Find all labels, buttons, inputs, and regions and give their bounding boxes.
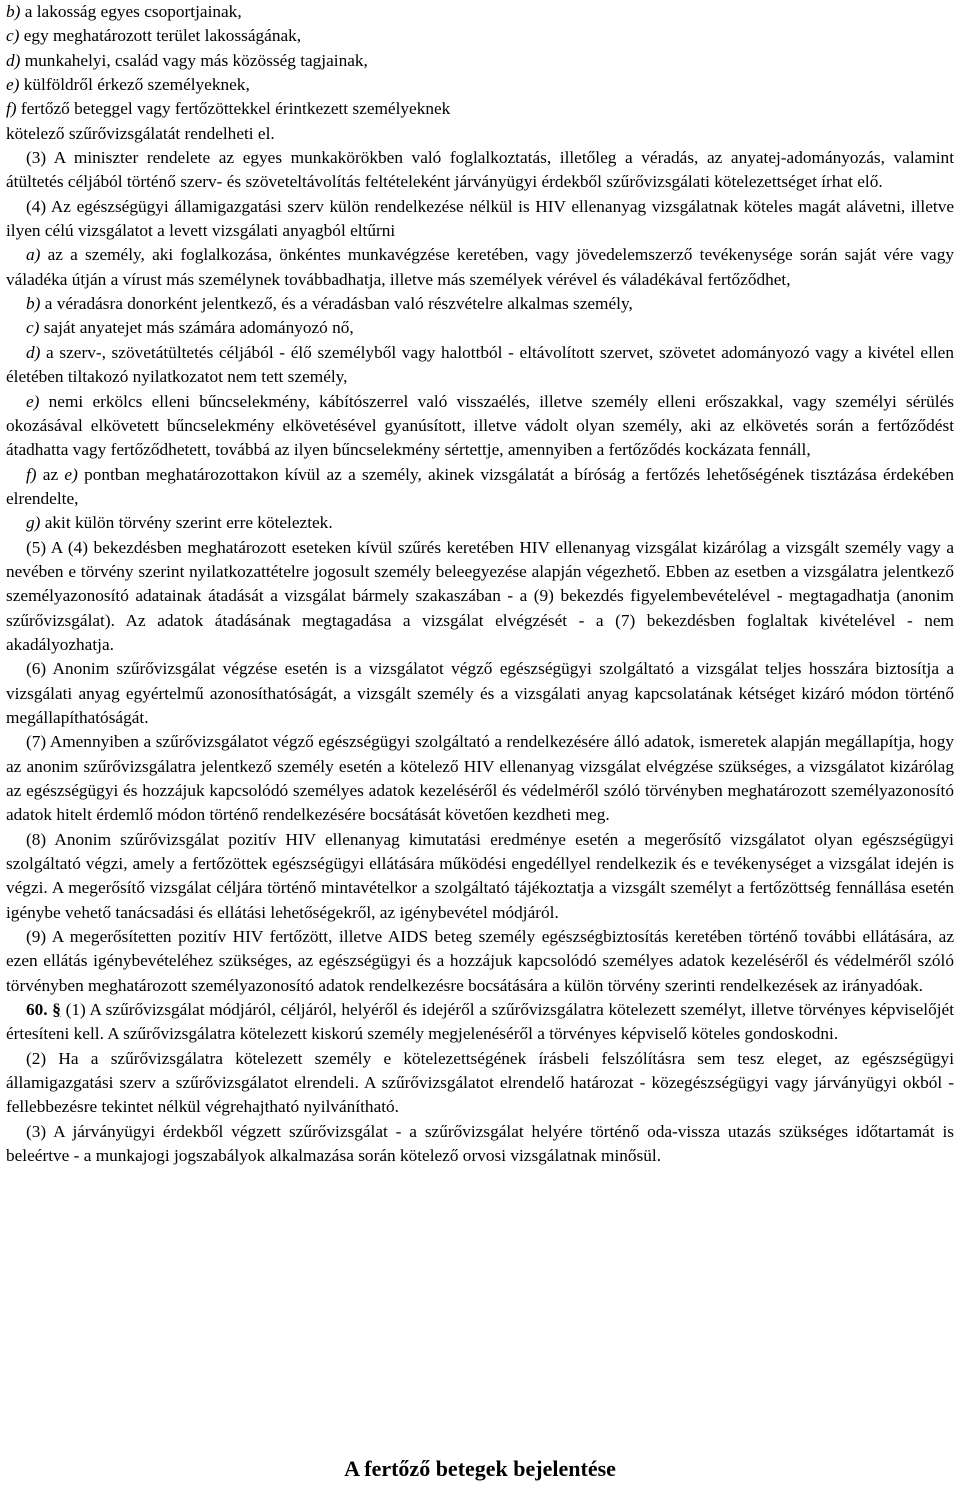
item-text: saját anyatejet más számára adományozó nő,: [39, 318, 354, 338]
section-text: (1) A szűrővizsgálat módjáról, céljáról, helyéről és idejéről a szűrővizsgálatra kötelezett személyt, illetve törvényes képviselőjét értesíteni kell. A szűrővizsgálatra kötelezett kiskorú személy megjelenéséről a törvényes képviselő köteles gondoskodni.: [6, 1000, 955, 1044]
item-text: egy meghatározott terület lakosságának,: [19, 26, 302, 46]
item-letter: b): [6, 2, 21, 21]
item-letter: e): [6, 75, 20, 95]
item-letter: c): [6, 26, 20, 46]
list-item: [6, 292, 954, 316]
paragraph-8: (8) Anonim szűrővizsgálat pozitív HIV ellenanyag kimutatási eredménye esetén a megerősítő vizsgálatot olyan egészségügyi szolgáltató végzi, amely a fertőzöttek egészségügyi ellátására működési engedéllyel rendelkezik és e tevékenységet a vizsgálat idején is végzi. A megerősítő vizsgálat céljára történő mintavételkor a szolgáltató tájékoztatja a vizsgált személyt a fertőzöttség fennállása esetén igénybe vehető tanácsadási és ellátási lehetőségekről, az igénybevétel módjáról.: [6, 829, 954, 922]
list-item: [6, 511, 954, 535]
list-item: [6, 49, 954, 73]
item-text: fertőző beteggel vagy fertőzöttekkel érintkezett személyeknek: [16, 99, 451, 119]
paragraph-4: (4) Az egészségügyi államigazgatási szerv külön rendelkezése nélkül is HIV ellenanyag vizsgálatnak köteles magát alávetni, illetve ilyen célú vizsgálatot a levett vizsgálati anyagból eltűrni: [6, 196, 954, 241]
item-text: nemi erkölcs elleni bűncselekmény, kábítószerrel való visszaélés, illetve személy elleni erőszakkal, vagy személyi sérülés okozásával elkövetett bűncselekmény elkövetésével gyanúsított, illetve vádolt olyan személy, aki az elkövetés során a fertőződést átadhatta vagy fertőződhetett, továbbá az ilyen bűncselekmény sértettje, amennyiben a fertőződés kockázata fennáll,: [6, 391, 954, 460]
paragraph-5: (5) A (4) bekezdésben meghatározott eseteken kívül szűrés keretében HIV ellenanyag vizsgálat kizárólag a vizsgált személy vagy a nevében e törvény szerint nyilatkozattételre jogosult személy beleegyezése alapján végezhető. Ebben az esetben a vizsgálatra jelentkező személyazonosító adatainak átadását a vizsgálat bármely szakaszában - a (9) bekezdés figyelembevételével - megtagadhatja (anonim szűrővizsgálat). Az adatok átadásának megtagadása a vizsgálat elvégzését - a (7) bekezdésben foglaltak kivételével - nem akadályozhatja.: [6, 537, 954, 654]
item-text: külföldről érkező személyeknek,: [19, 75, 250, 95]
item-text: pontban meghatározottakon kívül az a személy, akinek vizsgálatát a bíróság a fertőzés lehetőségének tisztázása érdekében elrendelte,: [6, 464, 954, 508]
item-letter: d): [6, 50, 21, 70]
list-item: [6, 0, 954, 24]
section-60-paragraph-2: (2) Ha a szűrővizsgálatra kötelezett személy e kötelezettségének írásbeli felszólításra sem tesz eleget, az egészségügyi államigazgatási szerv a szűrővizsgálatot elrendeli. A szűrővizsgálatot elrendelő határozat - közegészségügyi vagy járványügyi okból - fellebbezésre tekintet nélkül végrehajtható nyilvánítható.: [6, 1048, 954, 1117]
paragraph-6: (6) Anonim szűrővizsgálat végzése esetén is a vizsgálatot végző egészségügyi szolgáltató a vizsgálat teljes hosszára biztosítja a vizsgálati anyag egyértelmű azonosíthatóságát, a vizsgált személy és a vizsgálati anyag kapcsolatának kétséget kizáró módon történő megállapíthatóságát.: [6, 659, 954, 727]
item-letter: g): [26, 513, 41, 533]
item-letter: a): [26, 245, 41, 265]
list-item: [6, 97, 954, 121]
list-item: [6, 316, 954, 340]
section-60-paragraph-1: [6, 998, 954, 1047]
paragraph-9: (9) A megerősítetten pozitív HIV fertőzött, illetve AIDS beteg személy egészségbiztosítás keretében történő további ellátására, az ezen ellátás igénybevételéhez szükséges, az egészségügyi és a hozzájuk kapcsolódó személyes adatok kezeléséről és védelméről szóló törvényben meghatározott személyazonosító adatok rendelkezésre bocsátására a külön törvény szerinti rendelkezések az irányadóak.: [6, 927, 954, 995]
section-heading: A fertőző betegek bejelentése: [344, 1456, 616, 1481]
list-item: [6, 390, 954, 463]
list-item: [6, 341, 954, 390]
item-letter: f): [6, 99, 17, 119]
item-letter: f): [26, 464, 37, 484]
item-letter: b): [26, 294, 41, 314]
item-text: a véradásra donorként jelentkező, és a véradásban való részvételre alkalmas személy,: [40, 294, 633, 314]
list-item: [6, 243, 954, 292]
item-text: az a személy, aki foglalkozása, önkéntes munkavégzése keretében, vagy jövedelemszerző tevékenysége során saját vére vagy váladéka útján a vírust más személynek továbbadhatja, illetve más személyek vérével és váladékával fertőződhet,: [6, 245, 954, 289]
item-text: a szerv-, szövetátültetés céljából - élő személyből vagy halottból - eltávolított szervet, szövetet adományozó vagy a kivétel ellen életében tiltakozó nyilatkozatot nem tett személy,: [6, 342, 954, 387]
item-text: az: [36, 464, 65, 484]
paragraph-7: (7) Amennyiben a szűrővizsgálatot végző egészségügyi szolgáltató a rendelkezésére álló adatok, ismeretek alapján megállapítja, hogy az anonim szűrővizsgálatra jelentkező személy esetén a kötelező HIV ellenanyag vizsgálat elvégzése szükséges, a vizsgálatot kizárólag az egészségügyi és hozzájuk kapcsolódó személyes adatok kezeléséről és védelméről szóló törvényben meghatározott személyazonosító adatok hitelt érdemlő módon történő rendelkezésére bocsátását követően kezdheti meg.: [6, 732, 954, 825]
list-item: [6, 463, 954, 512]
section-sign: §: [52, 1000, 61, 1020]
item-text: munkahelyi, család vagy más közösség tagjainak,: [20, 50, 368, 70]
item-text: akit külön törvény szerint erre köteleztek.: [40, 513, 333, 533]
item-letter: c): [26, 318, 40, 338]
list-item: [6, 24, 954, 48]
item-text: a lakosság egyes csoportjainak,: [20, 2, 242, 21]
section-number: 60.: [26, 1000, 48, 1020]
list-tail: kötelező szűrővizsgálatát rendelheti el.: [6, 123, 275, 143]
item-letter: e): [26, 391, 40, 411]
item-reference: e): [64, 464, 78, 484]
item-letter: d): [26, 342, 41, 362]
section-60-paragraph-3: (3) A járványügyi érdekből végzett szűrővizsgálat - a szűrővizsgálat helyére történő oda-vissza utazás szükséges időtartamát is beleértve - a munkajogi jogszabályok alkalmazása során kötelező orvosi vizsgálatnak minősül.: [6, 1121, 954, 1166]
list-item: [6, 73, 954, 97]
paragraph-3: (3) A miniszter rendelete az egyes munkakörökben való foglalkoztatás, illetőleg a véradás, az anyatej-adományozás, valamint átültetés céljából történő szerv- és szöveteltávolítás feltételeként járványügyi érdekből szűrővizsgálati kötelezettséget írhat elő.: [6, 148, 954, 192]
